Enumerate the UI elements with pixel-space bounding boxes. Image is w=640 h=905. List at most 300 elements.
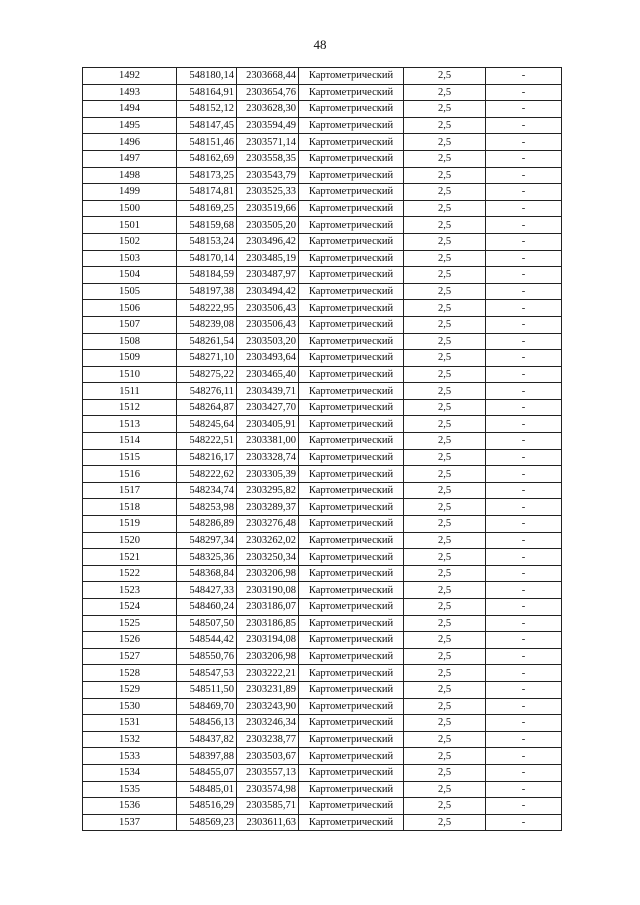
table-body xyxy=(83,68,562,831)
table-row xyxy=(83,333,562,350)
x-coordinate-cell: 548245,64 xyxy=(177,416,237,433)
x-coordinate-cell: 548261,54 xyxy=(177,333,237,350)
y-coordinate-cell: 2303439,71 xyxy=(237,383,299,400)
point-number-cell: 1526 xyxy=(83,632,177,649)
table-row xyxy=(83,482,562,499)
x-coordinate-cell: 548222,95 xyxy=(177,300,237,317)
x-coordinate-cell: 548437,82 xyxy=(177,731,237,748)
extra-cell: - xyxy=(486,366,562,383)
y-coordinate-cell: 2303505,20 xyxy=(237,217,299,234)
y-coordinate-cell: 2303503,67 xyxy=(237,748,299,765)
accuracy-cell: 2,5 xyxy=(404,200,486,217)
extra-cell: - xyxy=(486,615,562,632)
point-number-cell: 1502 xyxy=(83,233,177,250)
y-coordinate-cell: 2303654,76 xyxy=(237,84,299,101)
y-coordinate-cell: 2303243,90 xyxy=(237,698,299,715)
extra-cell: - xyxy=(486,316,562,333)
extra-cell: - xyxy=(486,200,562,217)
method-cell: Картометрический xyxy=(299,68,404,85)
accuracy-cell: 2,5 xyxy=(404,316,486,333)
table-row xyxy=(83,516,562,533)
table-row xyxy=(83,532,562,549)
point-number-cell: 1495 xyxy=(83,117,177,134)
x-coordinate-cell: 548253,98 xyxy=(177,499,237,516)
y-coordinate-cell: 2303250,34 xyxy=(237,549,299,566)
point-number-cell: 1500 xyxy=(83,200,177,217)
accuracy-cell: 2,5 xyxy=(404,764,486,781)
extra-cell: - xyxy=(486,681,562,698)
y-coordinate-cell: 2303246,34 xyxy=(237,715,299,732)
x-coordinate-cell: 548234,74 xyxy=(177,482,237,499)
point-number-cell: 1534 xyxy=(83,764,177,781)
y-coordinate-cell: 2303543,79 xyxy=(237,167,299,184)
method-cell: Картометрический xyxy=(299,200,404,217)
method-cell: Картометрический xyxy=(299,167,404,184)
table-row xyxy=(83,599,562,616)
x-coordinate-cell: 548170,14 xyxy=(177,250,237,267)
accuracy-cell: 2,5 xyxy=(404,814,486,831)
method-cell: Картометрический xyxy=(299,499,404,516)
method-cell: Картометрический xyxy=(299,399,404,416)
point-number-cell: 1504 xyxy=(83,267,177,284)
accuracy-cell: 2,5 xyxy=(404,350,486,367)
y-coordinate-cell: 2303206,98 xyxy=(237,648,299,665)
x-coordinate-cell: 548174,81 xyxy=(177,184,237,201)
table-row xyxy=(83,68,562,85)
extra-cell: - xyxy=(486,582,562,599)
method-cell: Картометрический xyxy=(299,433,404,450)
accuracy-cell: 2,5 xyxy=(404,68,486,85)
table-row xyxy=(83,665,562,682)
table-row xyxy=(83,350,562,367)
table-row xyxy=(83,549,562,566)
y-coordinate-cell: 2303194,08 xyxy=(237,632,299,649)
extra-cell: - xyxy=(486,466,562,483)
x-coordinate-cell: 548368,84 xyxy=(177,565,237,582)
method-cell: Картометрический xyxy=(299,466,404,483)
table-row xyxy=(83,316,562,333)
x-coordinate-cell: 548516,29 xyxy=(177,798,237,815)
point-number-cell: 1523 xyxy=(83,582,177,599)
y-coordinate-cell: 2303506,43 xyxy=(237,300,299,317)
method-cell: Картометрический xyxy=(299,748,404,765)
method-cell: Картометрический xyxy=(299,582,404,599)
accuracy-cell: 2,5 xyxy=(404,615,486,632)
x-coordinate-cell: 548152,12 xyxy=(177,101,237,118)
extra-cell: - xyxy=(486,499,562,516)
table-row xyxy=(83,466,562,483)
accuracy-cell: 2,5 xyxy=(404,466,486,483)
table-row xyxy=(83,781,562,798)
x-coordinate-cell: 548544,42 xyxy=(177,632,237,649)
extra-cell: - xyxy=(486,433,562,450)
x-coordinate-cell: 548397,88 xyxy=(177,748,237,765)
method-cell: Картометрический xyxy=(299,615,404,632)
extra-cell: - xyxy=(486,449,562,466)
y-coordinate-cell: 2303594,49 xyxy=(237,117,299,134)
y-coordinate-cell: 2303496,42 xyxy=(237,233,299,250)
point-number-cell: 1501 xyxy=(83,217,177,234)
accuracy-cell: 2,5 xyxy=(404,433,486,450)
extra-cell: - xyxy=(486,748,562,765)
method-cell: Картометрический xyxy=(299,117,404,134)
method-cell: Картометрический xyxy=(299,698,404,715)
y-coordinate-cell: 2303506,43 xyxy=(237,316,299,333)
point-number-cell: 1529 xyxy=(83,681,177,698)
point-number-cell: 1497 xyxy=(83,150,177,167)
accuracy-cell: 2,5 xyxy=(404,101,486,118)
table-row xyxy=(83,615,562,632)
point-number-cell: 1493 xyxy=(83,84,177,101)
method-cell: Картометрический xyxy=(299,184,404,201)
y-coordinate-cell: 2303305,39 xyxy=(237,466,299,483)
method-cell: Картометрический xyxy=(299,764,404,781)
x-coordinate-cell: 548511,50 xyxy=(177,681,237,698)
extra-cell: - xyxy=(486,549,562,566)
method-cell: Картометрический xyxy=(299,283,404,300)
y-coordinate-cell: 2303494,42 xyxy=(237,283,299,300)
point-number-cell: 1510 xyxy=(83,366,177,383)
accuracy-cell: 2,5 xyxy=(404,399,486,416)
accuracy-cell: 2,5 xyxy=(404,117,486,134)
x-coordinate-cell: 548275,22 xyxy=(177,366,237,383)
table-row xyxy=(83,134,562,151)
method-cell: Картометрический xyxy=(299,316,404,333)
coordinates-table xyxy=(82,67,562,831)
method-cell: Картометрический xyxy=(299,665,404,682)
table-row xyxy=(83,84,562,101)
extra-cell: - xyxy=(486,665,562,682)
point-number-cell: 1511 xyxy=(83,383,177,400)
accuracy-cell: 2,5 xyxy=(404,167,486,184)
accuracy-cell: 2,5 xyxy=(404,233,486,250)
accuracy-cell: 2,5 xyxy=(404,300,486,317)
y-coordinate-cell: 2303611,63 xyxy=(237,814,299,831)
point-number-cell: 1512 xyxy=(83,399,177,416)
extra-cell: - xyxy=(486,217,562,234)
point-number-cell: 1524 xyxy=(83,599,177,616)
point-number-cell: 1499 xyxy=(83,184,177,201)
accuracy-cell: 2,5 xyxy=(404,549,486,566)
point-number-cell: 1531 xyxy=(83,715,177,732)
accuracy-cell: 2,5 xyxy=(404,499,486,516)
point-number-cell: 1509 xyxy=(83,350,177,367)
x-coordinate-cell: 548469,70 xyxy=(177,698,237,715)
point-number-cell: 1507 xyxy=(83,316,177,333)
y-coordinate-cell: 2303186,07 xyxy=(237,599,299,616)
extra-cell: - xyxy=(486,250,562,267)
table-row xyxy=(83,167,562,184)
extra-cell: - xyxy=(486,482,562,499)
extra-cell: - xyxy=(486,781,562,798)
accuracy-cell: 2,5 xyxy=(404,748,486,765)
table-row xyxy=(83,748,562,765)
accuracy-cell: 2,5 xyxy=(404,582,486,599)
table-row xyxy=(83,632,562,649)
point-number-cell: 1515 xyxy=(83,449,177,466)
method-cell: Картометрический xyxy=(299,267,404,284)
x-coordinate-cell: 548169,25 xyxy=(177,200,237,217)
point-number-cell: 1518 xyxy=(83,499,177,516)
point-number-cell: 1506 xyxy=(83,300,177,317)
accuracy-cell: 2,5 xyxy=(404,184,486,201)
table-row xyxy=(83,499,562,516)
x-coordinate-cell: 548485,01 xyxy=(177,781,237,798)
y-coordinate-cell: 2303381,00 xyxy=(237,433,299,450)
extra-cell: - xyxy=(486,731,562,748)
table-row xyxy=(83,731,562,748)
x-coordinate-cell: 548264,87 xyxy=(177,399,237,416)
accuracy-cell: 2,5 xyxy=(404,250,486,267)
table-row xyxy=(83,814,562,831)
method-cell: Картометрический xyxy=(299,366,404,383)
extra-cell: - xyxy=(486,632,562,649)
method-cell: Картометрический xyxy=(299,217,404,234)
point-number-cell: 1498 xyxy=(83,167,177,184)
x-coordinate-cell: 548325,36 xyxy=(177,549,237,566)
accuracy-cell: 2,5 xyxy=(404,449,486,466)
extra-cell: - xyxy=(486,599,562,616)
extra-cell: - xyxy=(486,399,562,416)
y-coordinate-cell: 2303574,98 xyxy=(237,781,299,798)
point-number-cell: 1536 xyxy=(83,798,177,815)
point-number-cell: 1516 xyxy=(83,466,177,483)
y-coordinate-cell: 2303519,66 xyxy=(237,200,299,217)
accuracy-cell: 2,5 xyxy=(404,681,486,698)
method-cell: Картометрический xyxy=(299,233,404,250)
table-row xyxy=(83,101,562,118)
point-number-cell: 1514 xyxy=(83,433,177,450)
method-cell: Картометрический xyxy=(299,250,404,267)
point-number-cell: 1519 xyxy=(83,516,177,533)
accuracy-cell: 2,5 xyxy=(404,698,486,715)
table-row xyxy=(83,383,562,400)
y-coordinate-cell: 2303289,37 xyxy=(237,499,299,516)
x-coordinate-cell: 548180,14 xyxy=(177,68,237,85)
table-row xyxy=(83,715,562,732)
table-row xyxy=(83,698,562,715)
accuracy-cell: 2,5 xyxy=(404,532,486,549)
page-number: 48 xyxy=(313,37,327,52)
extra-cell: - xyxy=(486,532,562,549)
accuracy-cell: 2,5 xyxy=(404,781,486,798)
y-coordinate-cell: 2303628,30 xyxy=(237,101,299,118)
extra-cell: - xyxy=(486,300,562,317)
y-coordinate-cell: 2303487,97 xyxy=(237,267,299,284)
x-coordinate-cell: 548151,46 xyxy=(177,134,237,151)
extra-cell: - xyxy=(486,350,562,367)
y-coordinate-cell: 2303276,48 xyxy=(237,516,299,533)
accuracy-cell: 2,5 xyxy=(404,665,486,682)
point-number-cell: 1537 xyxy=(83,814,177,831)
accuracy-cell: 2,5 xyxy=(404,383,486,400)
point-number-cell: 1528 xyxy=(83,665,177,682)
accuracy-cell: 2,5 xyxy=(404,333,486,350)
table-row xyxy=(83,648,562,665)
table-row xyxy=(83,283,562,300)
accuracy-cell: 2,5 xyxy=(404,599,486,616)
point-number-cell: 1517 xyxy=(83,482,177,499)
x-coordinate-cell: 548184,59 xyxy=(177,267,237,284)
method-cell: Картометрический xyxy=(299,416,404,433)
y-coordinate-cell: 2303571,14 xyxy=(237,134,299,151)
y-coordinate-cell: 2303231,89 xyxy=(237,681,299,698)
point-number-cell: 1525 xyxy=(83,615,177,632)
y-coordinate-cell: 2303493,64 xyxy=(237,350,299,367)
x-coordinate-cell: 548153,24 xyxy=(177,233,237,250)
table-row xyxy=(83,366,562,383)
table-row xyxy=(83,267,562,284)
point-number-cell: 1492 xyxy=(83,68,177,85)
table-row xyxy=(83,217,562,234)
x-coordinate-cell: 548222,51 xyxy=(177,433,237,450)
extra-cell: - xyxy=(486,167,562,184)
method-cell: Картометрический xyxy=(299,101,404,118)
x-coordinate-cell: 548162,69 xyxy=(177,150,237,167)
y-coordinate-cell: 2303465,40 xyxy=(237,366,299,383)
x-coordinate-cell: 548455,07 xyxy=(177,764,237,781)
extra-cell: - xyxy=(486,416,562,433)
table-row xyxy=(83,117,562,134)
accuracy-cell: 2,5 xyxy=(404,648,486,665)
accuracy-cell: 2,5 xyxy=(404,283,486,300)
x-coordinate-cell: 548164,91 xyxy=(177,84,237,101)
method-cell: Картометрический xyxy=(299,383,404,400)
accuracy-cell: 2,5 xyxy=(404,715,486,732)
accuracy-cell: 2,5 xyxy=(404,267,486,284)
table-row xyxy=(83,449,562,466)
y-coordinate-cell: 2303427,70 xyxy=(237,399,299,416)
method-cell: Картометрический xyxy=(299,549,404,566)
table-row xyxy=(83,433,562,450)
point-number-cell: 1503 xyxy=(83,250,177,267)
accuracy-cell: 2,5 xyxy=(404,150,486,167)
x-coordinate-cell: 548271,10 xyxy=(177,350,237,367)
x-coordinate-cell: 548297,34 xyxy=(177,532,237,549)
method-cell: Картометрический xyxy=(299,134,404,151)
x-coordinate-cell: 548286,89 xyxy=(177,516,237,533)
method-cell: Картометрический xyxy=(299,350,404,367)
table-row xyxy=(83,150,562,167)
method-cell: Картометрический xyxy=(299,715,404,732)
method-cell: Картометрический xyxy=(299,731,404,748)
y-coordinate-cell: 2303485,19 xyxy=(237,250,299,267)
method-cell: Картометрический xyxy=(299,150,404,167)
y-coordinate-cell: 2303585,71 xyxy=(237,798,299,815)
point-number-cell: 1520 xyxy=(83,532,177,549)
y-coordinate-cell: 2303405,91 xyxy=(237,416,299,433)
extra-cell: - xyxy=(486,150,562,167)
table-row xyxy=(83,200,562,217)
y-coordinate-cell: 2303295,82 xyxy=(237,482,299,499)
y-coordinate-cell: 2303558,35 xyxy=(237,150,299,167)
point-number-cell: 1513 xyxy=(83,416,177,433)
y-coordinate-cell: 2303222,21 xyxy=(237,665,299,682)
extra-cell: - xyxy=(486,283,562,300)
table-row xyxy=(83,582,562,599)
extra-cell: - xyxy=(486,117,562,134)
method-cell: Картометрический xyxy=(299,798,404,815)
method-cell: Картометрический xyxy=(299,565,404,582)
method-cell: Картометрический xyxy=(299,814,404,831)
accuracy-cell: 2,5 xyxy=(404,217,486,234)
y-coordinate-cell: 2303557,13 xyxy=(237,764,299,781)
method-cell: Картометрический xyxy=(299,648,404,665)
point-number-cell: 1535 xyxy=(83,781,177,798)
table-row xyxy=(83,565,562,582)
extra-cell: - xyxy=(486,698,562,715)
table-row xyxy=(83,250,562,267)
extra-cell: - xyxy=(486,101,562,118)
point-number-cell: 1532 xyxy=(83,731,177,748)
accuracy-cell: 2,5 xyxy=(404,632,486,649)
accuracy-cell: 2,5 xyxy=(404,731,486,748)
accuracy-cell: 2,5 xyxy=(404,416,486,433)
method-cell: Картометрический xyxy=(299,681,404,698)
extra-cell: - xyxy=(486,184,562,201)
y-coordinate-cell: 2303525,33 xyxy=(237,184,299,201)
point-number-cell: 1505 xyxy=(83,283,177,300)
accuracy-cell: 2,5 xyxy=(404,482,486,499)
x-coordinate-cell: 548159,68 xyxy=(177,217,237,234)
point-number-cell: 1496 xyxy=(83,134,177,151)
method-cell: Картометрический xyxy=(299,781,404,798)
table-row xyxy=(83,399,562,416)
x-coordinate-cell: 548456,13 xyxy=(177,715,237,732)
method-cell: Картометрический xyxy=(299,300,404,317)
table-row xyxy=(83,233,562,250)
point-number-cell: 1530 xyxy=(83,698,177,715)
x-coordinate-cell: 548222,62 xyxy=(177,466,237,483)
x-coordinate-cell: 548197,38 xyxy=(177,283,237,300)
method-cell: Картометрический xyxy=(299,632,404,649)
method-cell: Картометрический xyxy=(299,532,404,549)
table-row xyxy=(83,300,562,317)
y-coordinate-cell: 2303503,20 xyxy=(237,333,299,350)
point-number-cell: 1521 xyxy=(83,549,177,566)
method-cell: Картометрический xyxy=(299,84,404,101)
method-cell: Картометрический xyxy=(299,516,404,533)
accuracy-cell: 2,5 xyxy=(404,134,486,151)
accuracy-cell: 2,5 xyxy=(404,565,486,582)
extra-cell: - xyxy=(486,764,562,781)
table-row xyxy=(83,798,562,815)
extra-cell: - xyxy=(486,84,562,101)
method-cell: Картометрический xyxy=(299,449,404,466)
extra-cell: - xyxy=(486,516,562,533)
table-row xyxy=(83,764,562,781)
x-coordinate-cell: 548569,23 xyxy=(177,814,237,831)
extra-cell: - xyxy=(486,383,562,400)
y-coordinate-cell: 2303190,08 xyxy=(237,582,299,599)
accuracy-cell: 2,5 xyxy=(404,84,486,101)
y-coordinate-cell: 2303668,44 xyxy=(237,68,299,85)
extra-cell: - xyxy=(486,333,562,350)
x-coordinate-cell: 548173,25 xyxy=(177,167,237,184)
x-coordinate-cell: 548216,17 xyxy=(177,449,237,466)
point-number-cell: 1533 xyxy=(83,748,177,765)
table-row xyxy=(83,416,562,433)
y-coordinate-cell: 2303238,77 xyxy=(237,731,299,748)
y-coordinate-cell: 2303206,98 xyxy=(237,565,299,582)
x-coordinate-cell: 548550,76 xyxy=(177,648,237,665)
method-cell: Картометрический xyxy=(299,482,404,499)
x-coordinate-cell: 548239,08 xyxy=(177,316,237,333)
x-coordinate-cell: 548427,33 xyxy=(177,582,237,599)
accuracy-cell: 2,5 xyxy=(404,366,486,383)
extra-cell: - xyxy=(486,233,562,250)
point-number-cell: 1508 xyxy=(83,333,177,350)
